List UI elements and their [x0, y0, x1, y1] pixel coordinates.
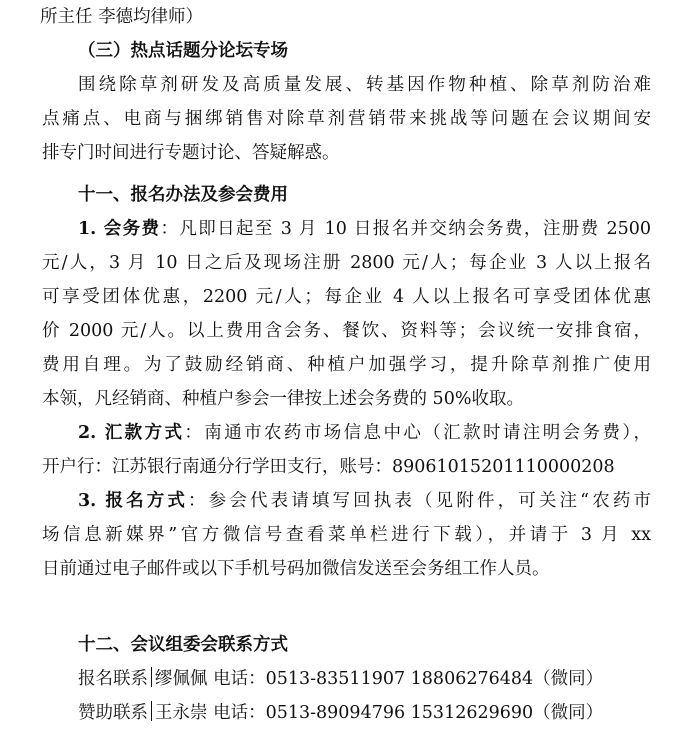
text-line: 日前通过电子邮件或以下手机号码加微信发送至会务组工作人员。: [42, 559, 550, 579]
contact-name: 王永崇: [155, 703, 208, 723]
fee-label: 1. 会务费: [78, 219, 161, 239]
text-line: 点痛点、电商与捆绑销售对除草剂营销带来挑战等问题在会议期间安: [42, 109, 651, 129]
contact-role: 报名联系: [78, 669, 148, 689]
signup-label: 3. 报名方式: [78, 491, 189, 511]
contact-name: 缪佩佩: [155, 669, 208, 689]
previous-text-tail: [0, 0, 679, 34]
text-line: 本领，凡经销商、种植户参会一律按上述会务费的 50%收取。: [42, 389, 524, 409]
forum-section: [0, 34, 679, 170]
text-line: 价 2000 元/人。以上费用含会务、餐饮、资料等；会议统一安排食宿，: [42, 321, 651, 341]
signup-text: ：参会代表请填写回执表（见附件，可关注“农药市: [188, 491, 651, 511]
contact-phone: 电话：0513-89094796 15312629690（微同）: [213, 703, 604, 723]
text-line: 元/人，3 月 10 日之后及现场注册 2800 元/人；每企业 3 人以上报名: [42, 253, 651, 273]
text-line: 场信息新媒界”官方微信号查看菜单栏进行下载），并请于 3 月 xx: [42, 525, 651, 545]
remit-first-line: [0, 416, 679, 450]
contacts-heading: 十二、会议组委会联系方式: [78, 635, 288, 655]
text-line: 所主任 李德均律师）: [40, 7, 204, 27]
remit-text: ：南通市农药市场信息中心（汇款时请注明会务费），: [184, 423, 651, 443]
contact-role: 赞助联系: [78, 703, 148, 723]
forum-heading: （三）热点话题分论坛专场: [78, 41, 288, 61]
contact-phone: 电话：0513-83511907 18806276484（微同）: [213, 669, 604, 689]
contact-registration: [0, 662, 679, 696]
divider: [151, 667, 152, 687]
contacts-section: [0, 628, 679, 730]
text-line: 排专门时间进行专题讨论、答疑解惑。: [42, 143, 340, 163]
account-line: 开户行：江苏银行南通分行学田支行，账号：89061015201110000208: [42, 457, 615, 477]
text-line: 可享受团体优惠，2200 元/人；每企业 4 人以上报名可享受团体优惠: [42, 287, 651, 307]
signup-first-line: [0, 484, 679, 518]
text-line: 费用自理。为了鼓励经销商、种植户加强学习，提升除草剂推广使用: [42, 355, 651, 375]
fee-first-line: [0, 212, 679, 246]
registration-section: [0, 178, 679, 586]
remit-label: 2. 汇款方式: [78, 423, 185, 443]
fee-text: ：凡即日起至 3 月 10 日报名并交纳会务费，注册费 2500: [160, 219, 651, 239]
contact-sponsorship: [0, 696, 679, 730]
text-line: 围绕除草剂研发及高质量发展、转基因作物种植、除草剂防治难: [78, 75, 651, 95]
divider: [151, 701, 152, 721]
registration-heading: 十一、报名办法及参会费用: [78, 185, 288, 205]
